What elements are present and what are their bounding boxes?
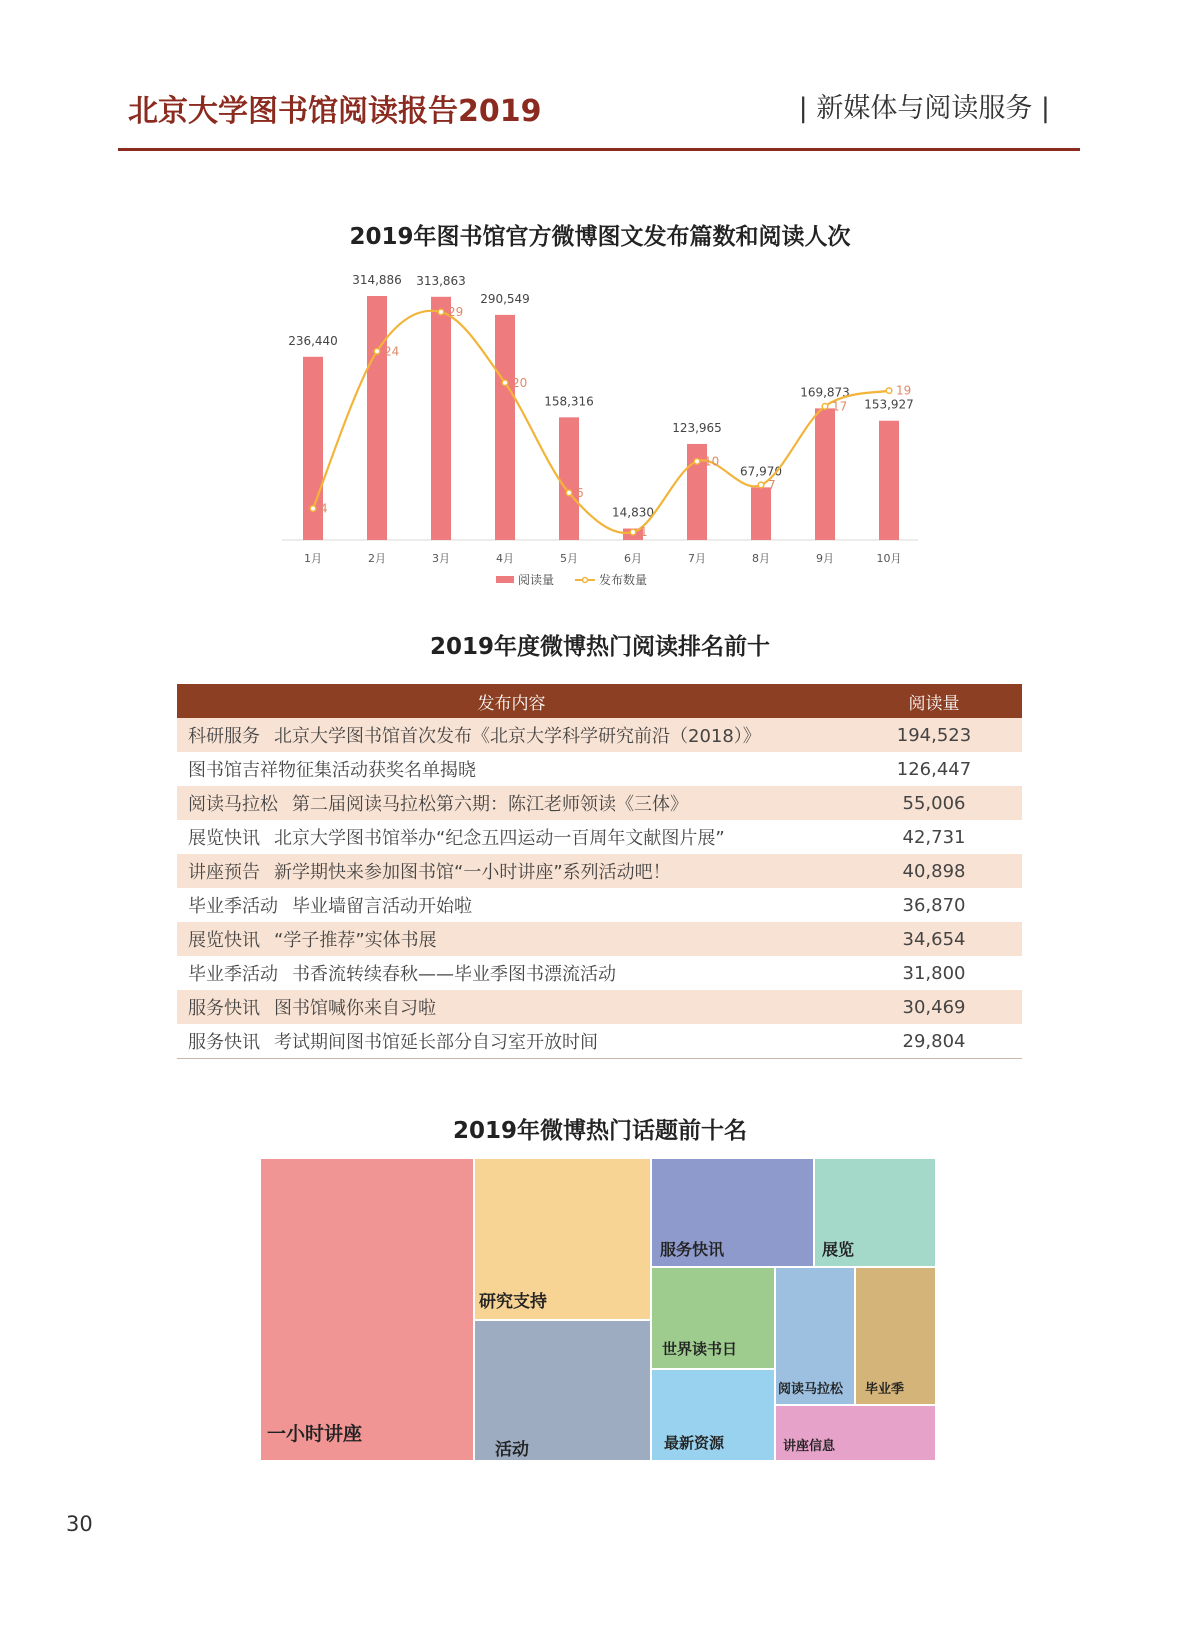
x-tick-5: 5月	[560, 552, 578, 565]
row-text: 书香流转续春秋——毕业季图书漂流活动	[292, 964, 616, 985]
section-title: | 新媒体与阅读服务 |	[798, 93, 1050, 124]
treemap-cell-5	[814, 1158, 936, 1267]
bar-label-2: 314,886	[352, 273, 402, 287]
treemap-cell-1	[260, 1158, 474, 1461]
bar-4	[495, 315, 515, 540]
row-content	[177, 718, 846, 752]
table-row	[177, 1024, 1022, 1059]
table-row	[177, 888, 1022, 922]
line-label-3: 29	[448, 305, 464, 319]
treemap-cell-4	[651, 1158, 814, 1267]
legend-bar-label: 阅读量	[518, 573, 555, 587]
x-tick-8: 8月	[752, 552, 770, 565]
bar-label-7: 123,965	[672, 420, 722, 435]
bar-10	[879, 421, 899, 540]
treemap-cell-7	[651, 1369, 775, 1461]
treemap-label-8: 阅读马拉松	[778, 1382, 844, 1397]
treemap-cell-6	[651, 1267, 775, 1369]
row-text: 北京大学图书馆首次发布《北京大学科学研究前沿（2018）》	[274, 726, 761, 747]
row-text: 新学期快来参加图书馆“一小时讲座”系列活动吧！	[274, 862, 671, 883]
row-value: 194,523	[846, 718, 1022, 752]
x-tick-9: 9月	[816, 552, 834, 565]
line-label-4: 20	[512, 375, 528, 390]
line-point-6	[630, 529, 636, 535]
bar-label-8: 67,970	[740, 464, 782, 479]
row-tag: 毕业季活动	[188, 964, 278, 985]
row-content	[177, 854, 846, 888]
treemap-label-7: 最新资源	[664, 1434, 725, 1452]
bar-5	[559, 417, 579, 540]
treemap-cell-8	[775, 1267, 855, 1405]
treemap-label-5: 展览	[822, 1240, 855, 1259]
row-value: 42,731	[902, 826, 966, 848]
x-tick-3: 3月	[432, 552, 450, 565]
bar-label-3: 313,863	[416, 273, 466, 288]
line-series	[313, 311, 889, 533]
treemap-label-6: 世界读书日	[662, 1340, 738, 1358]
row-value: 30,469	[846, 990, 1022, 1024]
top-ten-reads-table	[177, 684, 1022, 1059]
bar-label-1: 236,440	[288, 333, 338, 348]
line-label-6: 1	[640, 525, 648, 540]
line-label-9: 17	[832, 399, 848, 414]
table-header-content: 发布内容	[177, 684, 846, 718]
table-row	[177, 786, 1022, 820]
bar-label-5: 158,316	[544, 394, 594, 409]
page-number: 30	[66, 1512, 93, 1536]
line-point-5	[566, 490, 572, 496]
row-value: 40,898	[846, 854, 1022, 888]
row-content	[177, 786, 846, 820]
treemap-cell-10	[775, 1405, 936, 1461]
row-value: 29,804	[846, 1024, 1022, 1059]
table-row	[177, 854, 1022, 888]
row-value: 126,447	[896, 758, 972, 780]
row-text: 毕业墙留言活动开始啦	[292, 896, 472, 917]
bar-2	[367, 296, 387, 540]
row-value: 31,800	[902, 962, 966, 984]
table-row	[177, 820, 1022, 854]
x-tick-10: 10月	[876, 552, 902, 565]
treemap-cell-2	[474, 1158, 651, 1320]
row-content	[177, 922, 846, 956]
bar-label-6: 14,830	[612, 505, 654, 520]
bar-label-9: 169,873	[800, 385, 850, 400]
row-content	[177, 956, 846, 990]
row-content	[177, 888, 846, 922]
table-row	[177, 990, 1022, 1024]
x-tick-2: 2月	[368, 552, 386, 565]
x-tick-6: 6月	[624, 552, 642, 565]
row-text: 北京大学图书馆举办“纪念五四运动一百周年文献图片展”	[274, 828, 725, 849]
bar-label-4: 290,549	[480, 291, 530, 306]
treemap-label-10: 讲座信息	[783, 1439, 836, 1454]
row-content	[177, 752, 846, 786]
line-label-7: 10	[704, 454, 720, 469]
report-title: 北京大学图书馆阅读报告2019	[128, 94, 542, 129]
row-content	[177, 1024, 846, 1059]
x-tick-7: 7月	[688, 552, 706, 565]
header-divider	[118, 148, 1080, 151]
table-row	[177, 922, 1022, 956]
legend-bar-swatch	[496, 576, 514, 583]
line-point-9	[822, 404, 828, 410]
weibo-bar-line-chart	[260, 262, 920, 592]
row-content	[177, 820, 846, 854]
line-label-1: 4	[320, 501, 328, 516]
bar-9	[815, 408, 835, 540]
treemap-cell-9	[855, 1267, 936, 1405]
row-text: 图书馆吉祥物征集活动获奖名单揭晓	[188, 760, 476, 781]
bar-8	[751, 487, 771, 540]
legend-line-label: 发布数量	[599, 573, 648, 587]
table-header-reads: 阅读量	[846, 684, 1022, 718]
row-text: “学子推荐”实体书展	[274, 930, 437, 951]
hot-topics-treemap	[260, 1158, 936, 1461]
row-content	[177, 990, 846, 1024]
line-label-10: 19	[896, 383, 912, 398]
line-point-2	[374, 349, 380, 355]
x-tick-1: 1月	[304, 552, 322, 565]
row-tag: 服务快讯	[188, 998, 260, 1019]
line-point-8	[758, 482, 764, 488]
chart1-title: 2019年图书馆官方微博图文发布篇数和阅读人次	[349, 224, 851, 250]
line-label-5: 6	[576, 485, 584, 500]
row-value: 34,654	[846, 922, 1022, 956]
row-tag: 毕业季活动	[188, 896, 278, 917]
table-row	[177, 718, 1022, 752]
row-tag: 服务快讯	[188, 1032, 260, 1053]
line-label-2: 24	[384, 344, 400, 359]
treemap-label-9: 毕业季	[865, 1382, 905, 1397]
line-point-4	[502, 380, 508, 386]
row-text: 第二届阅读马拉松第六期：陈江老师领读《三体》	[292, 794, 688, 815]
table-row	[177, 752, 1022, 786]
treemap-label-2: 研究支持	[479, 1292, 547, 1312]
table-title: 2019年度微博热门阅读排名前十	[429, 634, 770, 660]
bar-label-10: 153,927	[864, 397, 914, 412]
bar-3	[431, 297, 451, 540]
row-tag: 科研服务	[188, 726, 260, 747]
row-text: 图书馆喊你来自习啦	[274, 998, 436, 1019]
line-point-1	[310, 506, 316, 512]
row-tag: 展览快讯	[188, 930, 260, 951]
table-row	[177, 956, 1022, 990]
treemap-label-4: 服务快讯	[660, 1240, 725, 1259]
row-tag: 展览快讯	[188, 828, 260, 849]
legend-line-marker	[583, 578, 588, 583]
line-point-3	[438, 309, 444, 315]
treemap-cell-3	[474, 1320, 651, 1461]
row-tag: 阅读马拉松	[188, 794, 278, 815]
row-text: 考试期间图书馆延长部分自习室开放时间	[274, 1032, 598, 1053]
row-value: 36,870	[902, 894, 966, 916]
row-tag: 讲座预告	[188, 862, 260, 883]
line-label-8: 7	[768, 477, 776, 492]
line-point-10	[886, 388, 892, 394]
treemap-label-3: 活动	[495, 1440, 529, 1460]
x-tick-4: 4月	[496, 552, 514, 565]
line-point-7	[694, 459, 700, 465]
row-value: 55,006	[846, 786, 1022, 820]
treemap-label-1: 一小时讲座	[267, 1423, 363, 1445]
treemap-title: 2019年微博热门话题前十名	[452, 1118, 747, 1144]
